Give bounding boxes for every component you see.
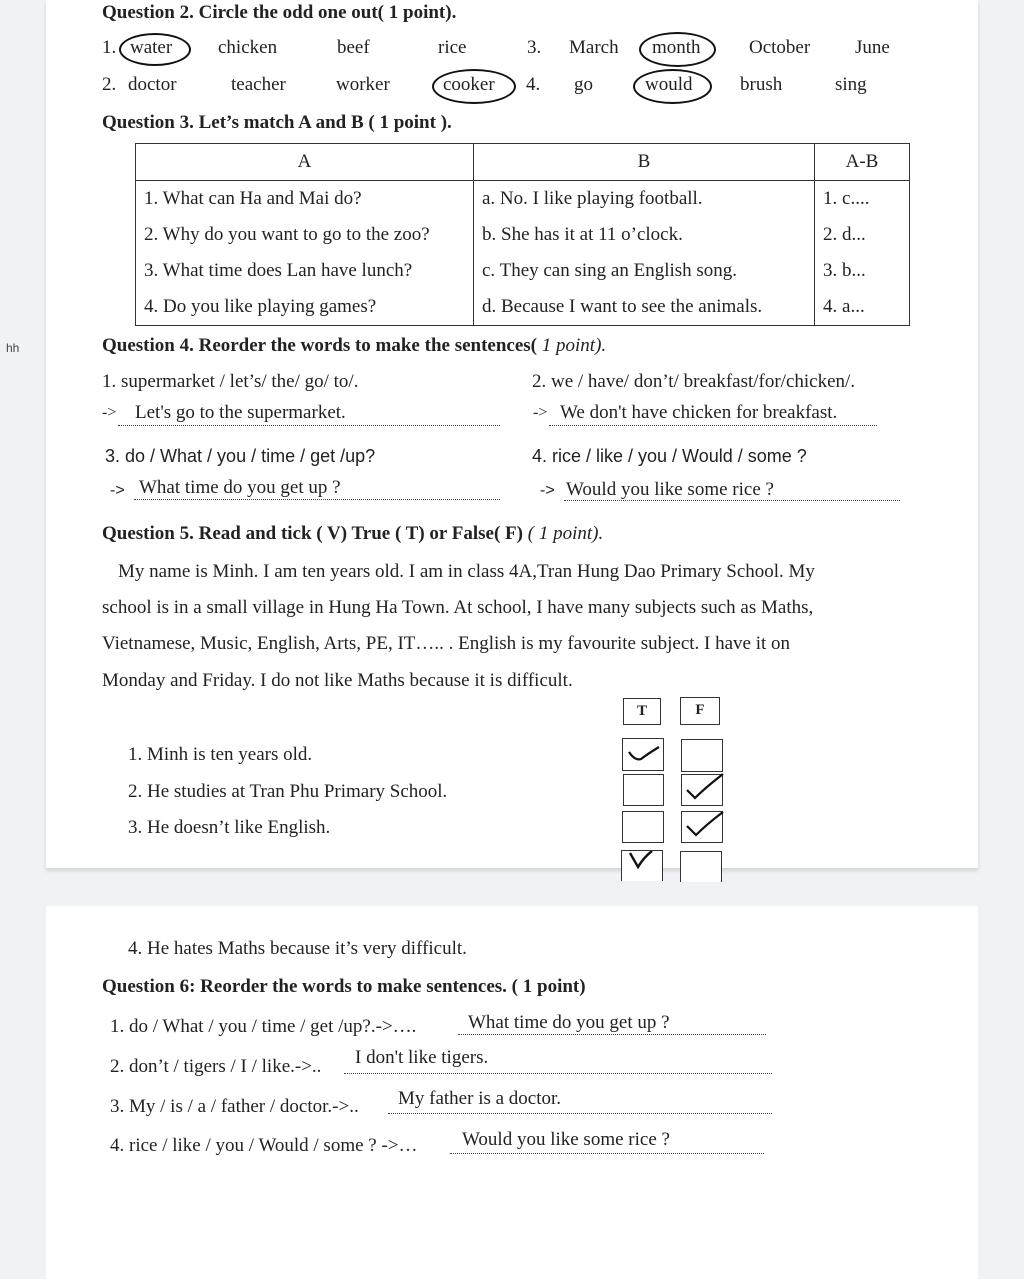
q6-item1-answer: What time do you get up ? <box>468 1012 670 1033</box>
q4-item3-arrow: -> <box>110 482 125 499</box>
answer-dots: ... <box>851 260 866 281</box>
answer-line <box>549 425 877 426</box>
table-header-row <box>136 144 910 181</box>
answer-line <box>458 1034 766 1035</box>
q6-item1-prompt: 1. do / What / you / time / get /up?.->…. <box>110 1016 417 1037</box>
q5-title-main: Question 5. Read and tick ( V) True ( T) or False( F) <box>102 523 523 544</box>
q2-word-worker: worker <box>336 74 390 95</box>
checkbox-true-4[interactable] <box>621 850 663 881</box>
q4-item1-answer: Let's go to the supermarket. <box>135 402 346 423</box>
q2-row2-number-2: 4. <box>526 74 541 95</box>
answer-letter: c <box>842 188 851 209</box>
q2-word-october: October <box>749 37 811 58</box>
answer-letter: a <box>842 296 851 317</box>
matching-table <box>135 143 910 326</box>
table-row <box>136 217 910 253</box>
q6-item3-answer: My father is a doctor. <box>398 1088 562 1109</box>
table-row <box>136 289 910 326</box>
q4-item1-arrow: -> <box>102 404 117 421</box>
q6-item2-prompt: 2. don’t / tigers / I / like.->.. <box>110 1056 322 1077</box>
q2-word-teacher: teacher <box>231 74 286 95</box>
checkmark-icon <box>681 770 727 804</box>
q2-row1-number: 1. <box>102 37 117 58</box>
q4-item2-prompt: 2. we / have/ don’t/ breakfast/for/chicken/. <box>532 371 856 392</box>
q6-item4-prompt: 4. rice / like / you / Would / some ? ->… <box>110 1135 418 1156</box>
answer-letter: b <box>842 260 852 281</box>
q6-item4-answer: Would you like some rice ? <box>462 1129 670 1150</box>
q2-word-cooker: cooker <box>443 74 495 95</box>
table-cell-a: 3. What time does Lan have lunch? <box>136 253 474 289</box>
q2-word-doctor: doctor <box>128 74 177 95</box>
answer-line <box>388 1113 772 1114</box>
answer-line <box>118 425 500 426</box>
q2-word-would: would <box>645 74 693 95</box>
table-cell-answer <box>815 289 910 326</box>
page-1[interactable] <box>46 0 978 868</box>
checkmark-icon <box>623 739 663 770</box>
table-cell-answer <box>815 253 910 289</box>
statement-3: 3. He doesn’t like English. <box>128 817 331 838</box>
table-cell-b: b. She has it at 11 o’clock. <box>474 217 815 253</box>
checkbox-true-3[interactable] <box>622 811 664 843</box>
q4-title-main: Question 4. Reorder the words to make the sentences( <box>102 335 538 356</box>
checkbox-true-2[interactable] <box>623 774 664 806</box>
q4-item2-arrow: -> <box>533 404 548 421</box>
statement-4: 4. He hates Maths because it’s very difficult. <box>128 938 467 959</box>
answer-line <box>564 500 900 501</box>
table-cell-b: c. They can sing an English song. <box>474 253 815 289</box>
q2-word-june: June <box>855 37 890 58</box>
passage-line: My name is Minh. I am ten years old. I am in class 4A,Tran Hung Dao Primary School. My <box>118 561 815 582</box>
q2-word-water: water <box>130 37 173 58</box>
table-cell-answer <box>815 217 910 253</box>
circle-mark-month <box>639 32 716 67</box>
q2-word-month: month <box>652 37 701 58</box>
checkbox-false-3[interactable] <box>681 811 723 843</box>
q2-word-beef: beef <box>337 37 370 58</box>
answer-dots: .... <box>850 188 870 209</box>
answer-dots: ... <box>851 224 866 245</box>
column-header-false: F <box>680 697 720 725</box>
answer-dots: ... <box>850 296 865 317</box>
table-cell-answer <box>815 181 910 218</box>
table-row <box>136 181 910 218</box>
q4-item1-prompt: 1. supermarket / let’s/ the/ go/ to/. <box>102 371 359 392</box>
q2-title: Question 2. Circle the odd one out( 1 point). <box>102 2 457 23</box>
q6-title: Question 6: Reorder the words to make sentences. ( 1 point) <box>102 976 586 997</box>
checkbox-true-1[interactable] <box>622 738 664 771</box>
passage-line: school is in a small village in Hung Ha Town. At school, I have many subjects such as Maths, <box>102 597 814 618</box>
answer-line <box>134 499 500 500</box>
statement-1: 1. Minh is ten years old. <box>128 744 313 765</box>
q4-item4-arrow: -> <box>540 482 555 499</box>
checkbox-false-2[interactable] <box>681 774 723 806</box>
q5-title <box>102 523 603 545</box>
q2-word-sing: sing <box>835 74 867 95</box>
circle-mark-would <box>633 69 712 104</box>
edge-mark: hh <box>6 341 20 355</box>
table-cell-b: a. No. I like playing football. <box>474 181 815 218</box>
q2-word-rice: rice <box>438 37 467 58</box>
table-cell-a: 1. What can Ha and Mai do? <box>136 181 474 218</box>
q4-title <box>102 335 606 357</box>
page-2[interactable] <box>46 906 978 1279</box>
q4-item3-prompt: 3. do / What / you / time / get /up? <box>105 446 376 466</box>
q4-item2-answer: We don't have chicken for breakfast. <box>560 402 838 423</box>
answer-number: 3. <box>823 260 838 281</box>
q6-item2-answer: I don't like tigers. <box>355 1047 489 1068</box>
answer-letter: d <box>842 224 852 245</box>
table-cell-a: 2. Why do you want to go to the zoo? <box>136 217 474 253</box>
checkbox-false-1[interactable] <box>681 739 723 772</box>
checkmark-icon <box>681 808 727 842</box>
table-header-ab: A-B <box>815 144 910 181</box>
checkmark-icon <box>622 851 662 869</box>
passage-line: Monday and Friday. I do not like Maths because it is difficult. <box>102 670 573 691</box>
table-row <box>136 253 910 289</box>
table-header-a: A <box>136 144 474 181</box>
answer-line <box>344 1073 772 1074</box>
q4-title-points: 1 point). <box>537 335 607 356</box>
q2-word-brush: brush <box>740 74 783 95</box>
circle-mark-water <box>119 33 191 66</box>
answer-number: 2. <box>823 224 838 245</box>
q2-row1-number-2: 3. <box>527 37 542 58</box>
column-header-true: T <box>623 698 661 725</box>
answer-line <box>450 1153 764 1154</box>
q2-word-go: go <box>574 74 593 95</box>
q2-row2-number: 2. <box>102 74 117 95</box>
checkbox-false-4[interactable] <box>680 851 722 882</box>
passage-line: Vietnamese, Music, English, Arts, PE, IT….. . English is my favourite subject. I have it on <box>102 633 791 654</box>
q5-title-points: ( 1 point). <box>523 523 604 544</box>
answer-number: 1. <box>823 188 838 209</box>
q2-word-chicken: chicken <box>218 37 278 58</box>
table-header-b: B <box>474 144 815 181</box>
q3-title: Question 3. Let’s match A and B ( 1 point ). <box>102 112 452 133</box>
q4-item3-answer: What time do you get up ? <box>139 477 341 498</box>
q4-item4-answer: Would you like some rice ? <box>566 479 774 500</box>
table-cell-a: 4. Do you like playing games? <box>136 289 474 326</box>
q6-item3-prompt: 3. My / is / a / father / doctor.->.. <box>110 1096 359 1117</box>
answer-number: 4. <box>823 296 838 317</box>
table-cell-b: d. Because I want to see the animals. <box>474 289 815 326</box>
statement-2: 2. He studies at Tran Phu Primary School. <box>128 781 448 802</box>
q2-word-march: March <box>569 37 619 58</box>
q4-item4-prompt: 4. rice / like / you / Would / some ? <box>532 446 807 466</box>
circle-mark-cooker <box>432 69 516 104</box>
